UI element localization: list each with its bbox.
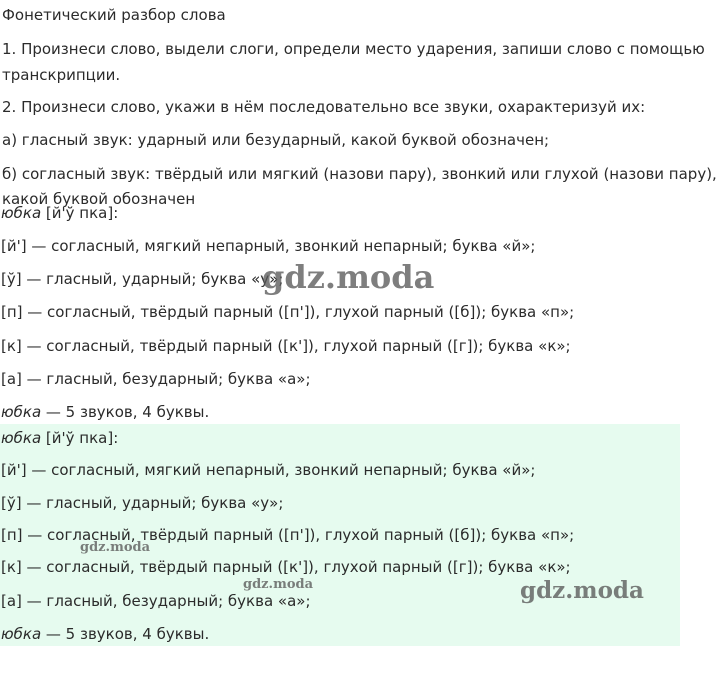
watermark-logo: gdz.moda xyxy=(520,577,644,604)
summary-text: — 5 звуков, 4 буквы. xyxy=(41,403,210,421)
answer-header xyxy=(1,429,118,447)
summary-word: юбка xyxy=(1,403,42,421)
sound-line: [й'] — согласный, мягкий непарный, звонкий непарный; буква «й»; xyxy=(1,461,536,479)
sound-line: [п] — согласный, твёрдый парный ([п']), глухой парный ([б]); буква «п»; xyxy=(1,303,575,321)
task-description xyxy=(0,0,717,208)
task-step-2b-cont: какой буквой обозначен xyxy=(2,190,196,208)
watermark-logo: gdz.moda xyxy=(262,258,435,296)
watermark-logo-small: gdz.moda xyxy=(80,540,151,555)
summary-text: — 5 звуков, 4 буквы. xyxy=(41,625,210,643)
answer-summary xyxy=(1,625,209,643)
sound-line: [к] — согласный, твёрдый парный ([к']), глухой парный ([г]); буква «к»; xyxy=(1,337,571,355)
answer-word: юбка xyxy=(1,429,42,447)
sound-line: [п] — согласный, твёрдый парный ([п']), глухой парный ([б]); буква «п»; xyxy=(1,526,575,544)
summary-word: юбка xyxy=(1,625,42,643)
answer-summary xyxy=(1,403,209,421)
sound-line: [й'] — согласный, мягкий непарный, звонкий непарный; буква «й»; xyxy=(1,237,536,255)
answer-transcription: [й'ў пка]: xyxy=(41,204,119,222)
answer-word: юбка xyxy=(1,204,42,222)
sound-line: [ў] — гласный, ударный; буква «у»; xyxy=(1,494,284,512)
task-step-2: 2. Произнеси слово, укажи в нём последовательно все звуки, охарактеризуй их: xyxy=(2,98,646,116)
task-step-1: 1. Произнеси слово, выдели слоги, определи место ударения, запиши слово с помощью xyxy=(2,40,705,58)
sound-line: [а] — гласный, безударный; буква «а»; xyxy=(1,592,311,610)
answer-header xyxy=(1,204,118,222)
sound-line: [к] — согласный, твёрдый парный ([к']), глухой парный ([г]); буква «к»; xyxy=(1,558,571,576)
answer-block xyxy=(0,198,680,424)
answer-transcription: [й'ў пка]: xyxy=(41,429,119,447)
answer-block-highlighted xyxy=(0,424,680,646)
task-step-2b: б) согласный звук: твёрдый или мягкий (назови пару), звонкий или глухой (назови пару), xyxy=(2,165,717,183)
page-title: Фонетический разбор слова xyxy=(2,6,226,24)
watermark-logo-small: gdz.moda xyxy=(243,577,314,592)
task-step-2a: а) гласный звук: ударный или безударный, какой буквой обозначен; xyxy=(2,131,550,149)
sound-line: [ў] — гласный, ударный; буква «у»; xyxy=(1,270,284,288)
sound-line: [а] — гласный, безударный; буква «а»; xyxy=(1,370,311,388)
task-step-1-cont: транскрипции. xyxy=(2,66,121,84)
